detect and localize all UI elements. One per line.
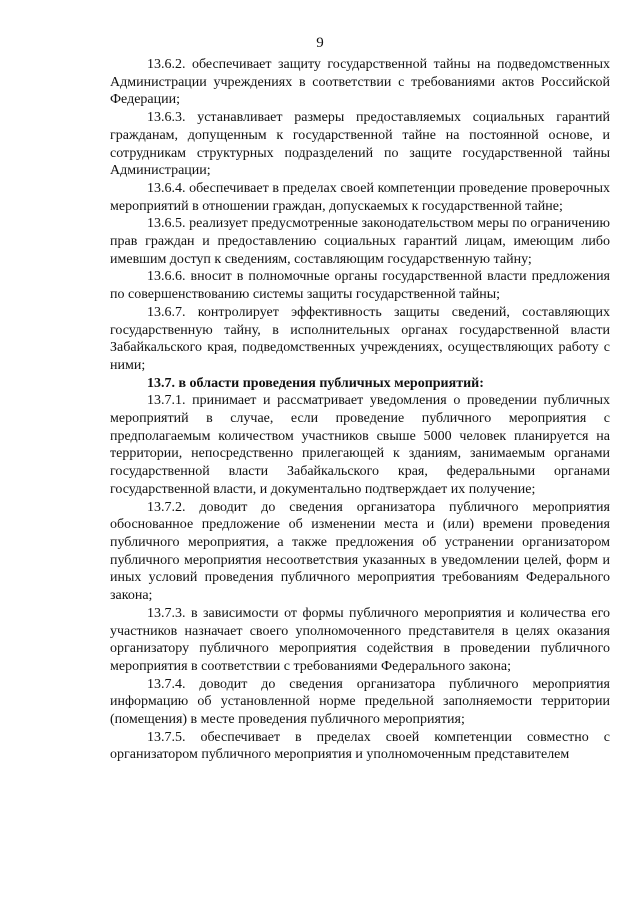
page-number: 9 bbox=[316, 35, 324, 51]
paragraph-13-7-3: 13.7.3. в зависимости от формы публичного мероприятия и количества его участников назначает своего уполномоченного представителя в целях оказания организатору публичного мероприятия содействия в проведении публичного мероприятия в соответствии с требованиями Федерального закона; bbox=[110, 605, 610, 674]
document-body bbox=[110, 56, 610, 764]
section-heading-13-7: 13.7. в области проведения публичных мероприятий: bbox=[147, 375, 484, 391]
paragraph-13-7-1: 13.7.1. принимает и рассматривает уведомления о проведении публичных мероприятий в случае, если проведение публичного мероприятия с предполагаемым количеством участников свыше 5000 человек планируется на территории, непосредственно прилегающей к зданиям, занимаемым органами государственной власти Забайкальского края, федеральными органами государственной власти, и документально подтверждает их получение; bbox=[110, 393, 610, 497]
paragraph-13-6-2: 13.6.2. обеспечивает защиту государственной тайны на подведомственных Администрации учреждениях в соответствии с требованиями актов Российской Федерации; bbox=[110, 57, 610, 108]
paragraph-13-7-4: 13.7.4. доводит до сведения организатора публичного мероприятия информацию об установленной норме предельной заполняемости территории (помещения) в месте проведения публичного мероприятия; bbox=[110, 676, 610, 728]
paragraph-13-6-4: 13.6.4. обеспечивает в пределах своей компетенции проведение проверочных мероприятий в отношении граждан, допускаемых к государственной тайне; bbox=[110, 180, 610, 214]
paragraph-13-7-2: 13.7.2. доводит до сведения организатора публичного мероприятия обоснованное предложение об изменении места и (или) времени проведения публичного мероприятия, а также предложения об устранении организатором публичного мероприятия несоответствия указанных в уведомлении целей, форм и иных условий проведения публичного мероприятия требованиям Федерального закона; bbox=[110, 499, 610, 604]
paragraph-13-6-7: 13.6.7. контролирует эффективность защиты сведений, составляющих государственную тайну, в исполнительных органах государственной власти Забайкальского края, подведомственных учреждениях, осуществляющих работу с ними; bbox=[110, 304, 610, 373]
paragraph-13-7-5: 13.7.5. обеспечивает в пределах своей компетенции совместно с организатором публичного мероприятия и уполномоченным представителем bbox=[110, 729, 610, 763]
paragraph-13-6-6: 13.6.6. вносит в полномочные органы государственной власти предложения по совершенствованию системы защиты государственной тайны; bbox=[110, 269, 610, 303]
paragraph-13-6-3: 13.6.3. устанавливает размеры предоставляемых социальных гарантий гражданам, допущенным к государственной тайне на постоянной основе, и сотрудникам структурных подразделений по защите государственной тайны Администрации; bbox=[110, 110, 610, 179]
paragraph-13-6-5: 13.6.5. реализует предусмотренные законодательством меры по ограничению прав граждан и предоставлению социальных гарантий лицам, имеющим либо имевшим доступ к сведениям, составляющим государственную тайну; bbox=[110, 216, 610, 267]
